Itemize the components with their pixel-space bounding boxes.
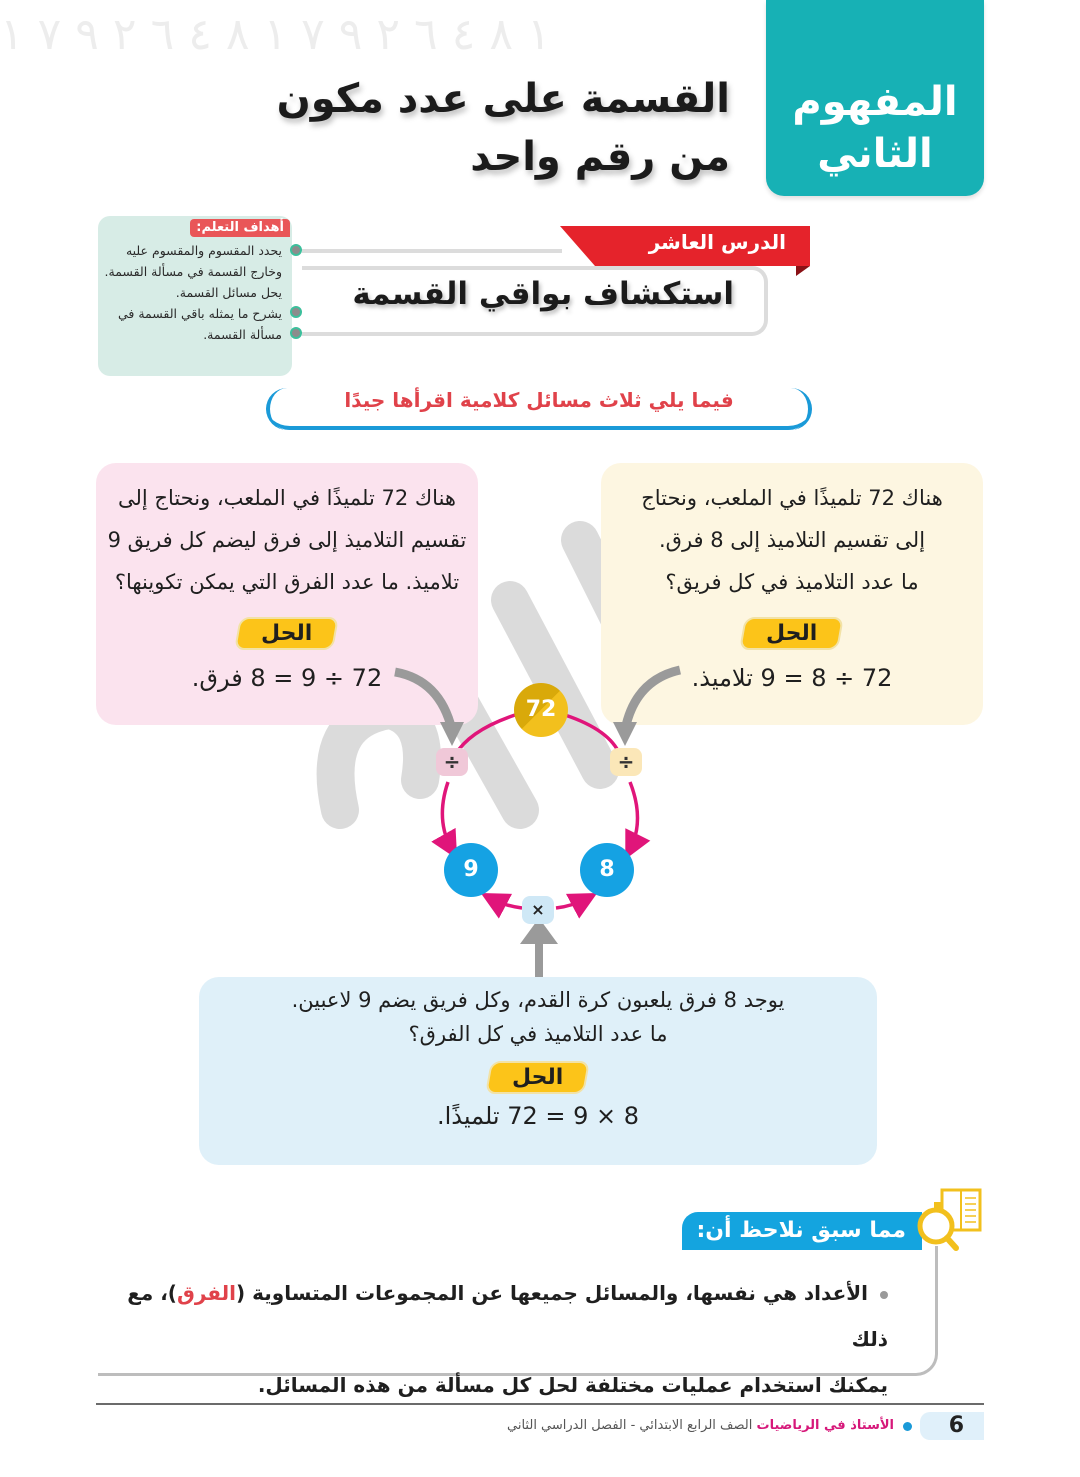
magnifier-book-icon [912,1186,984,1252]
problem-card-total [199,977,877,1165]
solution-equation: 72 ÷ 9 = 8 فرق. [191,664,383,692]
solution-label: الحل [739,617,844,650]
solution-label: الحل [234,617,339,650]
concept-badge-line1: المفهوم [792,79,958,125]
lesson-title: استكشاف بواقي القسمة [352,276,734,312]
lesson-title-box [302,266,768,336]
note-highlight: الفرق [176,1281,237,1305]
objective-item: يحل مسائل القسمة. [175,285,282,300]
objectives-tag: أهداف التعلم: [190,219,290,237]
problem-text-line: إلى تقسيم التلاميذ إلى 8 فرق. [658,528,926,552]
footer-subtitle: الصف الرابع الابتدائي - الفصل الدراسي الثاني [507,1418,753,1433]
lesson-tag-fold [796,266,810,276]
problem-text-line: ما عدد التلاميذ في كل الفرق؟ [408,1022,668,1046]
learning-objectives [98,216,292,376]
problem-text-line: هناك 72 تلميذًا في الملعب، ونحتاج [641,486,943,510]
footer-divider [96,1403,984,1405]
footer-dot-icon [903,1422,912,1431]
objective-item: يشرح ما يمثله باقي القسمة في مسألة القسمة. [117,306,282,342]
note-title: مما سبق نلاحظ أن: [682,1212,922,1250]
solution-label: الحل [485,1061,590,1094]
lesson-tag-label: الدرس العاشر [648,230,786,254]
page-number: 6 [948,1413,964,1438]
objective-item: يحدد المقسوم والمقسوم عليه وخارج القسمة في مسألة القسمة. [104,243,282,279]
solution-equation: 8 × 9 = 72 تلميذًا. [436,1102,640,1130]
note-text [98,1270,888,1408]
intro-text: فيما يلي ثلاث مسائل كلامية اقرأها جيدًا [344,388,734,412]
bullet-icon [880,1291,888,1299]
concept-badge-line2: الثاني [817,131,933,177]
objective-bullet-icon [290,244,302,256]
lesson-tag [560,226,810,266]
problem-text-line: تقسيم التلاميذ إلى فرق ليضم كل فريق 9 [107,528,467,552]
intro-banner [266,384,812,430]
multiply-icon: × [522,896,554,924]
page-title-line2: من رقم واحد [470,134,730,180]
page-title [190,70,730,186]
footer-text [507,1416,894,1436]
connector-line [302,249,562,253]
concept-badge [766,0,984,196]
divide-icon: ÷ [610,748,642,776]
diagram-node-eight: 8 [580,843,634,897]
note-line-1: الأعداد هي نفسها، والمسائل جميعها عن المجموعات المتساوية (الفرق)، مع ذلك [127,1281,888,1351]
note-line-2: يمكنك استخدام عمليات مختلفة لحل كل مسألة من هذه المسائل. [257,1373,888,1397]
page-title-line1: القسمة على عدد مكون [276,76,730,122]
problem-text-line: هناك 72 تلميذًا في الملعب، ونحتاج إلى [117,486,456,510]
divide-icon: ÷ [436,748,468,776]
problem-text-line: ما عدد التلاميذ في كل فريق؟ [665,570,919,594]
solution-equation: 72 ÷ 8 = 9 تلاميذ. [691,664,893,692]
footer-brand: الأستاذ في الرياضيات [756,1418,894,1433]
diagram-node-total: 72 [514,683,568,737]
header-background-digits: ١ ٨ ٤ ٦ ٢ ٩ ٧ ١ ٨ ٤ ٦ ٢ ٩ ٧ ١ [0,9,551,60]
problem-text-line: يوجد 8 فرق يلعبون كرة القدم، وكل فريق يضم 9 لاعبين. [291,988,785,1012]
problem-text-line: تلاميذ. ما عدد الفرق التي يمكن تكوينها؟ [114,570,460,594]
objective-bullet-icon [290,306,302,318]
page-footer [440,1412,984,1440]
objective-bullet-icon [290,327,302,339]
diagram-node-nine: 9 [444,843,498,897]
